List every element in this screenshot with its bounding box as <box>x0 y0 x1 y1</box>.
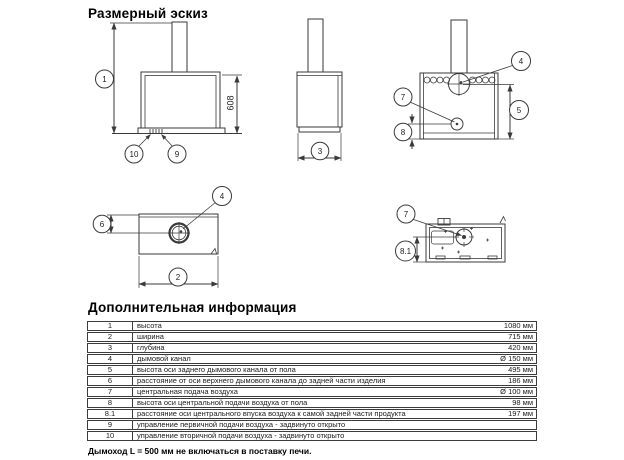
row-number: 4 <box>88 355 133 363</box>
callout-3 <box>311 142 329 160</box>
row-value: 495 мм <box>508 365 533 374</box>
callout-7-bottom <box>397 205 415 223</box>
row-number: 3 <box>88 344 133 352</box>
row-description: высота <box>137 322 162 330</box>
callout-4-rear <box>512 52 531 71</box>
row-description: дымовой канал <box>137 355 191 363</box>
row-number: 2 <box>88 333 133 341</box>
table-row <box>87 332 537 342</box>
callout-9 <box>168 145 186 163</box>
dim-608-label: 608 <box>225 95 236 111</box>
callout-10 <box>125 145 143 163</box>
svg-text:7: 7 <box>403 210 409 219</box>
row-description: расстояние от оси верхнего дымового канала до задней части изделия <box>137 377 386 385</box>
row-description: центральная подача воздуха <box>137 388 238 396</box>
vent-holes <box>424 77 495 83</box>
row-value: 715 мм <box>508 332 533 341</box>
callout-7-rear <box>394 88 412 106</box>
top-flue-outlet <box>168 222 190 244</box>
svg-text:8: 8 <box>400 128 406 137</box>
row-number: 8.1 <box>88 410 133 418</box>
row-number: 7 <box>88 388 133 396</box>
info-table <box>87 321 537 442</box>
plinth <box>138 128 225 134</box>
svg-text:8.1: 8.1 <box>399 247 412 256</box>
svg-text:1: 1 <box>102 75 107 84</box>
row-value: Ø 150 мм <box>500 354 533 363</box>
callout-2 <box>169 268 187 286</box>
table-row <box>87 431 537 441</box>
table-row <box>87 398 537 408</box>
row-number: 8 <box>88 399 133 407</box>
side-view <box>297 19 342 161</box>
callout-4-top <box>213 187 232 206</box>
row-value: 186 мм <box>508 376 533 385</box>
row-value <box>533 432 536 440</box>
table-row <box>87 354 537 364</box>
svg-text:5: 5 <box>516 106 522 115</box>
corner-notch <box>211 249 217 255</box>
row-value: Ø 100 мм <box>500 387 533 396</box>
central-air-inlet-bottom <box>454 227 474 247</box>
callout-8 <box>394 123 412 141</box>
row-number: 9 <box>88 421 133 429</box>
callout-6 <box>93 215 111 233</box>
table-row <box>87 343 537 353</box>
row-description: расстояние оси центрального впуска воздуха к самой задней части продукта <box>137 410 406 418</box>
table-row <box>87 321 537 331</box>
callout-5 <box>510 101 529 120</box>
rear-view <box>394 20 531 149</box>
svg-text:7: 7 <box>400 93 406 102</box>
row-number: 1 <box>88 322 133 330</box>
row-description: управление первичной подачи воздуха - задвинуто открыто <box>137 421 346 429</box>
table-row <box>87 409 537 419</box>
svg-text:6: 6 <box>99 220 105 229</box>
row-description: высота оси заднего дымового канала от пола <box>137 366 296 374</box>
air-controls <box>150 129 162 133</box>
dim-air-axis-height <box>407 114 451 149</box>
callout-8-1 <box>396 241 416 261</box>
chimney-footnote: Дымоход L = 500 мм не включаться в поставку печи. <box>88 446 312 456</box>
row-number: 10 <box>88 432 133 440</box>
bottom-view <box>396 205 506 262</box>
row-number: 6 <box>88 377 133 385</box>
row-value: 98 мм <box>512 398 533 407</box>
chimney-pipe-side <box>308 19 323 72</box>
plinth-side <box>299 127 340 132</box>
row-description: ширина <box>137 333 164 341</box>
row-value: 420 мм <box>508 343 533 352</box>
row-description: управление вторичной подачи воздуха - задвинуто открыто <box>137 432 345 440</box>
svg-text:4: 4 <box>518 57 524 66</box>
top-view <box>93 187 231 289</box>
dim-flue-axis-height <box>463 85 514 140</box>
row-value: 1080 мм <box>503 321 533 330</box>
svg-text:2: 2 <box>175 273 181 282</box>
row-number: 5 <box>88 366 133 374</box>
table-row <box>87 365 537 375</box>
svg-text:9: 9 <box>174 150 180 159</box>
row-value: 197 мм <box>508 409 533 418</box>
svg-text:4: 4 <box>219 192 225 201</box>
row-value <box>533 421 536 429</box>
svg-text:3: 3 <box>317 147 323 156</box>
drawing-section-title: Размерный эскиз <box>88 6 208 21</box>
row-description: высота оси центральной подачи воздуха от пола <box>137 399 308 407</box>
central-air-inlet-rear <box>451 118 463 130</box>
chimney-pipe <box>172 22 187 72</box>
table-row <box>87 387 537 397</box>
callout-1 <box>96 70 114 88</box>
info-section-title: Дополнительная информация <box>88 300 297 315</box>
corner-flag <box>500 217 506 224</box>
chimney-pipe-rear <box>451 20 467 73</box>
table-row <box>87 376 537 386</box>
front-view <box>96 22 243 163</box>
table-row <box>87 420 537 430</box>
row-description: глубина <box>137 344 165 352</box>
inner-panel <box>432 231 454 244</box>
svg-text:10: 10 <box>129 150 139 159</box>
